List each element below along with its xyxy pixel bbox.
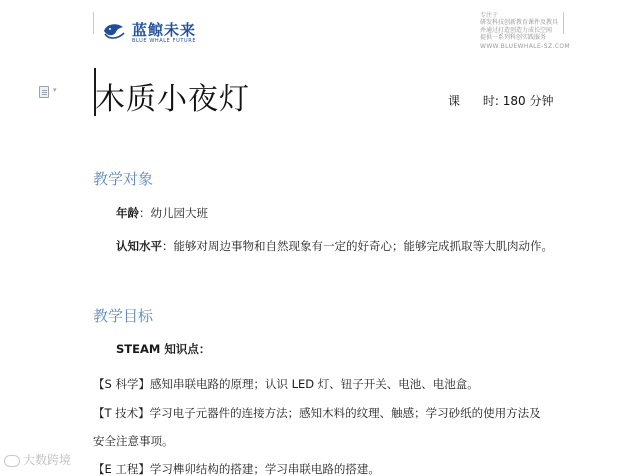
watermark-text: 大数跨境 (23, 453, 72, 467)
age-label: 年龄 (116, 206, 139, 220)
age-row[interactable] (116, 205, 208, 221)
tagline-line: 并通过打造创造力成长空间 (480, 26, 553, 34)
crop-mark-left (93, 12, 94, 34)
cognition-value: ：能够对周边事物和自然现象有一定的好奇心；能够完成抓取等大肌肉动作。 (162, 239, 553, 253)
cognition-label: 认知水平 (116, 239, 162, 253)
goal-science[interactable]: 【S 科学】感知串联电路的原理；认识 LED 灯、钮子开关、电池、电池盒。 (93, 377, 479, 391)
brand-name: 蓝鲸未来 (132, 21, 197, 39)
tagline-line: 提供一系列科创实践服务 (480, 34, 547, 42)
brand-subtitle: BLUE WHALE FUTURE (132, 38, 197, 44)
steam-label: STEAM 知识点： (116, 342, 211, 356)
tagline-line: 专注于 (480, 12, 499, 19)
class-duration (448, 92, 554, 109)
steam-label-row[interactable] (116, 341, 210, 357)
heading-goals[interactable]: 教学目标 (93, 307, 154, 325)
tagline-line: 研发科技创新教育课件及教具 (480, 19, 559, 27)
whale-logo-icon (102, 19, 126, 41)
cognition-row[interactable] (116, 238, 553, 254)
duration-value: 180 分钟 (502, 94, 554, 108)
brand-tagline (480, 12, 580, 50)
document-title[interactable]: 木质小夜灯 (95, 82, 250, 117)
goal-technology-line1[interactable]: 【T 技术】学习电子元器件的连接方法；感知木料的纹理、触感；学习砂纸的使用方法及 (93, 406, 541, 420)
document-icon[interactable] (39, 86, 49, 98)
brand-header (96, 10, 216, 44)
heading-audience[interactable]: 教学对象 (93, 170, 154, 188)
age-value: ：幼儿园大班 (139, 206, 208, 220)
goal-technology-line2[interactable]: 安全注意事项。 (93, 434, 174, 448)
duration-label: 课 时: (448, 94, 499, 108)
chevron-down-icon[interactable]: ▾ (53, 86, 57, 94)
wechat-icon (4, 455, 20, 467)
brand-url: WWW.BLUEWHALE-SZ.COM (480, 42, 571, 50)
watermark (4, 451, 71, 468)
goal-engineering[interactable]: 【E 工程】学习榫卯结构的搭建；学习串联电路的搭建。 (93, 462, 380, 476)
